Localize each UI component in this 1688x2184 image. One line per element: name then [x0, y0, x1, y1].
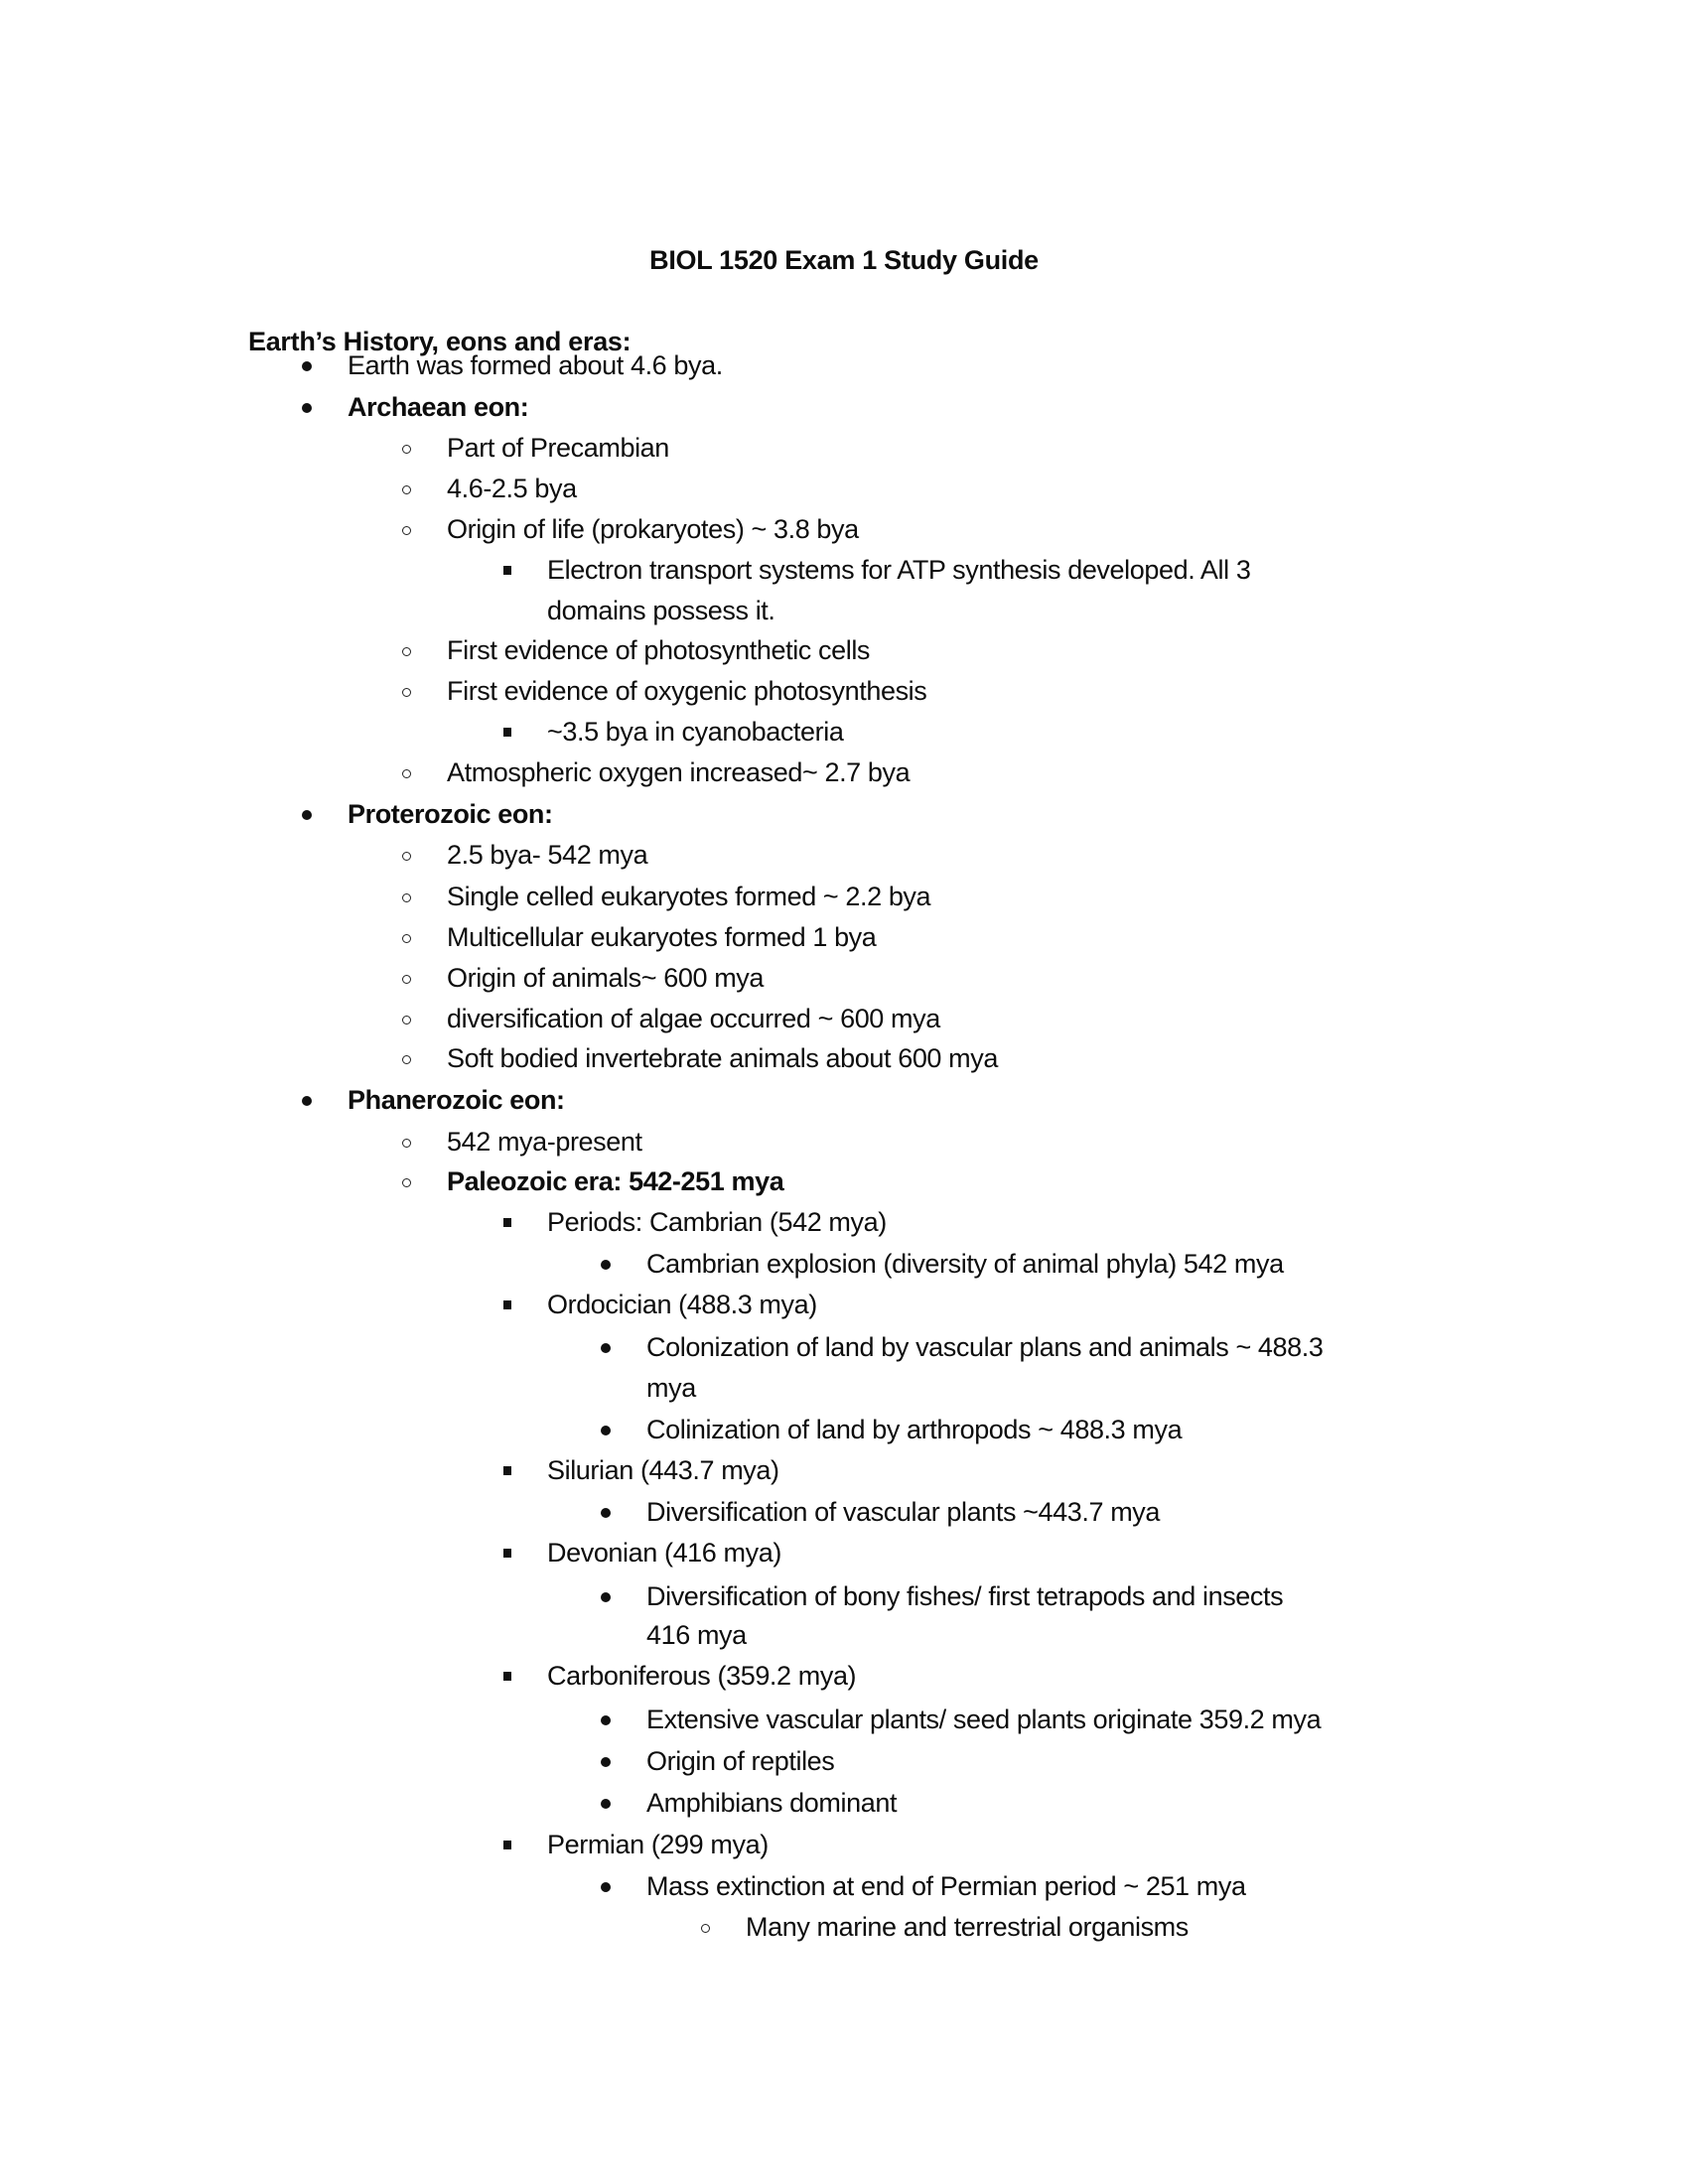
- list-item-text: mya: [646, 1373, 696, 1403]
- bullet-ring-icon: [398, 471, 418, 506]
- document-title: BIOL 1520 Exam 1 Study Guide: [649, 245, 1039, 275]
- list-item-text: Colonization of land by vascular plans and animals ~ 488.3: [646, 1332, 1324, 1362]
- bullet-square-icon: [498, 1827, 518, 1862]
- list-item-text: Part of Precambian: [447, 433, 669, 463]
- list-item-text: Paleozoic era: 542-251 mya: [447, 1166, 784, 1196]
- bullet-disc-icon: [597, 1702, 617, 1737]
- bullet-ring-icon: [398, 919, 418, 955]
- section-heading: Earth’s History, eons and eras:: [248, 327, 632, 356]
- bullet-disc-icon: [597, 1785, 617, 1821]
- list-item-text: diversification of algae occurred ~ 600 mya: [447, 1004, 940, 1033]
- bullet-square-icon: [498, 552, 518, 588]
- bullet-disc-icon: [298, 347, 318, 383]
- list-item-text: 4.6-2.5 bya: [447, 474, 577, 503]
- list-item-text: Amphibians dominant: [646, 1788, 898, 1818]
- bullet-square-icon: [498, 714, 518, 750]
- bullet-disc-icon: [597, 1246, 617, 1282]
- bullet-ring-icon: [398, 1001, 418, 1036]
- list-item-text: ~3.5 bya in cyanobacteria: [547, 717, 844, 747]
- list-item-text: Atmospheric oxygen increased~ 2.7 bya: [447, 757, 911, 787]
- list-item-text: Ordocician (488.3 mya): [547, 1290, 817, 1319]
- list-item-text: Diversification of bony fishes/ first tetrapods and insects: [646, 1581, 1284, 1611]
- list-item-text: Cambrian explosion (diversity of animal phyla) 542 mya: [646, 1249, 1284, 1279]
- bullet-ring-icon: [398, 511, 418, 547]
- list-item-text: Origin of life (prokaryotes) ~ 3.8 bya: [447, 514, 859, 544]
- bullet-ring-icon: [398, 430, 418, 466]
- bullet-square-icon: [498, 1452, 518, 1488]
- bullet-square-icon: [498, 1204, 518, 1240]
- bullet-ring-icon: [398, 837, 418, 873]
- list-item-text: Extensive vascular plants/ seed plants originate 359.2 mya: [646, 1705, 1322, 1734]
- list-item-text: Silurian (443.7 mya): [547, 1455, 779, 1485]
- list-item-text: Archaean eon:: [348, 392, 529, 422]
- bullet-disc-icon: [597, 1868, 617, 1904]
- bullet-disc-icon: [597, 1578, 617, 1614]
- list-item-text: Electron transport systems for ATP synthesis developed. All 3: [547, 555, 1251, 585]
- list-item-text: Colinization of land by arthropods ~ 488.3 mya: [646, 1415, 1183, 1444]
- list-item-text: Periods: Cambrian (542 mya): [547, 1207, 887, 1237]
- list-item-text: Origin of reptiles: [646, 1746, 835, 1776]
- list-item-text: Devonian (416 mya): [547, 1538, 781, 1568]
- list-item-text: Carboniferous (359.2 mya): [547, 1661, 857, 1691]
- list-item-text: Origin of animals~ 600 mya: [447, 963, 765, 993]
- bullet-ring-icon: [398, 1163, 418, 1199]
- bullet-disc-icon: [597, 1329, 617, 1365]
- bullet-disc-icon: [298, 1082, 318, 1118]
- list-item-text: 416 mya: [646, 1620, 747, 1650]
- list-item-text: Phanerozoic eon:: [348, 1085, 565, 1115]
- list-item-text: Diversification of vascular plants ~443.7 mya: [646, 1497, 1161, 1527]
- bullet-disc-icon: [298, 796, 318, 832]
- list-item-text: Many marine and terrestrial organisms: [746, 1912, 1189, 1942]
- list-item-text: Earth was formed about 4.6 bya.: [348, 350, 723, 380]
- list-item-text: Soft bodied invertebrate animals about 600 mya: [447, 1043, 998, 1073]
- list-item-text: Single celled eukaryotes formed ~ 2.2 bya: [447, 882, 931, 911]
- bullet-square-icon: [498, 1287, 518, 1322]
- bullet-ring-icon: [398, 1040, 418, 1076]
- list-item-text: 542 mya-present: [447, 1127, 642, 1157]
- bullet-disc-icon: [597, 1743, 617, 1779]
- bullet-disc-icon: [298, 389, 318, 425]
- list-item-text: First evidence of photosynthetic cells: [447, 635, 871, 665]
- bullet-disc-icon: [597, 1412, 617, 1447]
- bullet-ring-icon: [398, 754, 418, 790]
- bullet-ring-icon: [398, 632, 418, 668]
- bullet-ring-icon: [398, 1124, 418, 1160]
- bullet-ring-icon: [398, 879, 418, 914]
- bullet-square-icon: [498, 1535, 518, 1570]
- bullet-ring-icon: [697, 1909, 717, 1945]
- list-item-text: Permian (299 mya): [547, 1830, 769, 1859]
- list-item-text: 2.5 bya- 542 mya: [447, 840, 648, 870]
- bullet-ring-icon: [398, 960, 418, 996]
- list-item-text: domains possess it.: [547, 596, 775, 625]
- list-item-text: Proterozoic eon:: [348, 799, 553, 829]
- bullet-square-icon: [498, 1658, 518, 1694]
- list-item-text: Multicellular eukaryotes formed 1 bya: [447, 922, 877, 952]
- list-item-text: Mass extinction at end of Permian period ~ 251 mya: [646, 1871, 1246, 1901]
- list-item-text: First evidence of oxygenic photosynthesis: [447, 676, 927, 706]
- bullet-ring-icon: [398, 673, 418, 709]
- bullet-disc-icon: [597, 1494, 617, 1530]
